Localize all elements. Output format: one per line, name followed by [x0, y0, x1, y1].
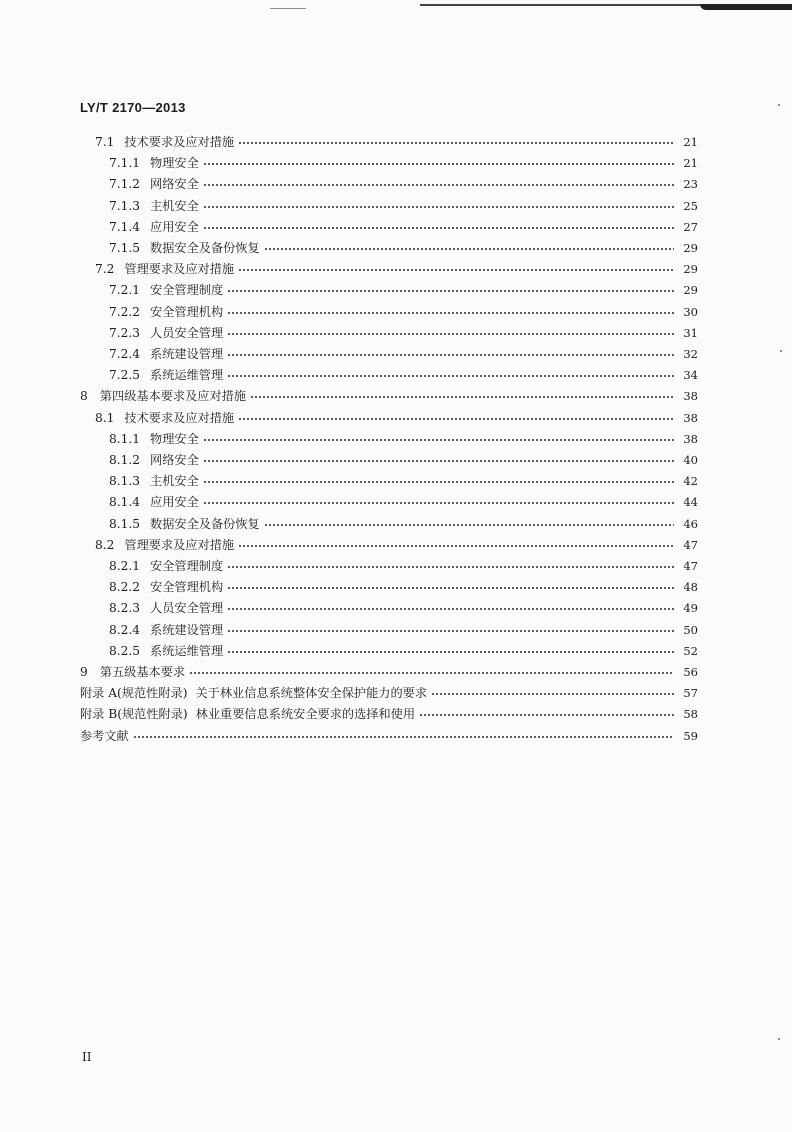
- toc-entry[interactable]: [80, 660, 698, 680]
- toc-dot-leader: [203, 458, 674, 464]
- toc-entry-page: 25: [683, 198, 698, 213]
- toc-entry-title: 应用安全: [150, 495, 199, 510]
- toc-entry-title: 技术要求及应对措施: [124, 410, 235, 425]
- page-number: II: [82, 1050, 92, 1064]
- standard-code: LY/T 2170—2013: [80, 100, 186, 115]
- toc-entry[interactable]: [95, 257, 698, 277]
- toc-dot-leader: [431, 691, 674, 697]
- toc-entry-number: 8.2.4: [109, 622, 141, 637]
- toc-entry-number: 8.2.3: [109, 601, 141, 616]
- toc-entry-page: 57: [683, 686, 698, 701]
- toc-entry-title: 林业重要信息系统安全要求的选择和使用: [195, 707, 416, 722]
- toc-entry-number: 8.1.3: [109, 474, 141, 489]
- toc-entry[interactable]: [109, 236, 698, 256]
- toc-entry-title: 安全管理制度: [150, 283, 224, 298]
- toc-dot-leader: [238, 267, 674, 273]
- toc-entry-page: 21: [683, 135, 698, 149]
- toc-entry[interactable]: [109, 618, 698, 638]
- toc-entry-number: 8.1.4: [109, 495, 141, 510]
- toc-entry-title: 系统建设管理: [150, 622, 224, 637]
- toc-entry-number: 9: [80, 665, 88, 679]
- toc-entry[interactable]: [109, 427, 698, 447]
- toc-entry-page: 38: [683, 389, 698, 404]
- toc-entry[interactable]: [109, 194, 698, 214]
- scan-edge: [0, 0, 792, 22]
- toc-entry[interactable]: [109, 639, 698, 659]
- toc-entry-page: 38: [683, 431, 698, 446]
- toc-entry-page: 44: [683, 495, 698, 510]
- toc-entry-title: 物理安全: [150, 431, 199, 446]
- toc-entry-page: 27: [683, 219, 698, 234]
- toc-dot-leader: [227, 288, 674, 294]
- toc-entry[interactable]: [109, 215, 698, 235]
- toc-dot-leader: [238, 543, 674, 549]
- toc-dot-leader: [203, 182, 674, 188]
- toc-entry[interactable]: [109, 490, 698, 510]
- toc-dot-leader: [203, 161, 674, 167]
- toc-entry-number: 8.2.1: [109, 559, 141, 573]
- toc-dot-leader: [203, 204, 674, 210]
- toc-entry-title: 安全管理机构: [150, 304, 224, 319]
- toc-entry-page: 21: [683, 156, 698, 171]
- toc-entry-number: 附录 B(规范性附录): [80, 707, 188, 722]
- toc-dot-leader: [189, 670, 674, 676]
- toc-entry-title: 主机安全: [150, 198, 199, 213]
- toc-dot-leader: [133, 734, 674, 740]
- toc-entry-title: 网络安全: [150, 177, 199, 192]
- toc-dot-leader: [227, 373, 674, 379]
- toc-entry-title: 主机安全: [150, 474, 199, 489]
- toc-entry-number: 7.1.2: [109, 177, 141, 192]
- toc-dot-leader: [238, 416, 674, 422]
- toc-entry-number: 附录 A(规范性附录): [80, 686, 188, 701]
- toc-dot-leader: [227, 564, 674, 570]
- toc-entry-title: 数据安全及备份恢复: [150, 241, 260, 255]
- toc-entry[interactable]: [109, 342, 698, 362]
- toc-entry-page: 34: [683, 368, 698, 383]
- toc-dot-leader: [203, 437, 674, 443]
- toc-entry-page: 32: [683, 347, 698, 361]
- toc-entry-title: 数据安全及备份恢复: [150, 516, 260, 531]
- toc-dot-leader: [227, 585, 674, 591]
- toc-entry[interactable]: [109, 575, 698, 595]
- toc-entry-title: 人员安全管理: [150, 601, 224, 616]
- toc-entry-number: 8.2: [95, 537, 115, 552]
- toc-entry-number: 7.2: [95, 262, 115, 277]
- toc-entry-title: 管理要求及应对措施: [124, 262, 235, 277]
- toc-dot-leader: [264, 522, 674, 528]
- toc-entry-number: 8.1.2: [109, 453, 141, 467]
- toc-entry-page: 52: [683, 643, 698, 658]
- toc-entry[interactable]: [109, 151, 698, 171]
- toc-dot-leader: [227, 352, 674, 358]
- toc-dot-leader: [227, 331, 674, 337]
- toc-entry-number: 7.1.4: [109, 219, 141, 234]
- toc-entry-title: 安全管理机构: [150, 580, 224, 595]
- toc-dot-leader: [264, 246, 674, 252]
- toc-entry[interactable]: [80, 702, 698, 722]
- toc-entry-page: 29: [683, 262, 698, 277]
- toc-entry-number: 7.2.3: [109, 325, 141, 340]
- toc-entry-title: 管理要求及应对措施: [124, 537, 235, 552]
- toc-entry[interactable]: [109, 469, 698, 489]
- toc-entry-title: 关于林业信息系统整体安全保护能力的要求: [195, 686, 428, 701]
- toc-entry-number: 7.2.2: [109, 304, 141, 319]
- toc-entry-title: 技术要求及应对措施: [124, 135, 235, 149]
- toc-entry-page: 48: [683, 580, 698, 595]
- toc-entry-title: 第五级基本要求: [99, 665, 186, 679]
- toc-entry-page: 49: [683, 601, 698, 616]
- toc-entry-title: 系统建设管理: [150, 347, 224, 361]
- toc-entry[interactable]: [109, 321, 698, 341]
- toc-entry[interactable]: [109, 363, 698, 383]
- toc-entry-number: 8.1: [95, 410, 115, 425]
- toc-entry[interactable]: [95, 130, 698, 150]
- toc-entry[interactable]: [80, 724, 698, 744]
- toc-entry-number: 8.2.2: [109, 580, 141, 595]
- toc-entry-page: 31: [683, 325, 698, 340]
- toc-entry-page: 56: [683, 665, 698, 679]
- toc-entry[interactable]: [109, 172, 698, 192]
- toc-entry-number: 7.2.4: [109, 347, 141, 361]
- toc-entry[interactable]: [109, 300, 698, 320]
- toc-entry-number: 7.2.1: [109, 283, 141, 298]
- toc-entry[interactable]: [95, 533, 698, 553]
- toc-entry-page: 40: [683, 453, 698, 467]
- toc-dot-leader: [227, 649, 674, 655]
- toc-entry-page: 23: [683, 177, 698, 192]
- toc-entry[interactable]: [109, 278, 698, 298]
- toc-entry-number: 8.1.5: [109, 516, 141, 531]
- toc-entry-page: 38: [683, 410, 698, 425]
- toc-dot-leader: [203, 225, 674, 231]
- toc-entry-page: 29: [683, 241, 698, 255]
- toc-entry-number: 7.1: [95, 135, 115, 149]
- toc-entry[interactable]: [95, 406, 698, 426]
- toc-entry-title: 应用安全: [150, 219, 199, 234]
- toc-entry[interactable]: [80, 681, 698, 701]
- toc-entry-page: 47: [683, 559, 698, 573]
- toc-entry-number: 7.1.1: [109, 156, 141, 171]
- toc-entry-title: 人员安全管理: [150, 325, 224, 340]
- toc-dot-leader: [203, 500, 674, 506]
- toc-dot-leader: [227, 628, 674, 634]
- toc-entry-number: 7.1.5: [109, 241, 141, 255]
- toc-entry-title: 系统运维管理: [150, 643, 224, 658]
- toc-entry-page: 42: [683, 474, 698, 489]
- toc-entry-title: 物理安全: [150, 156, 199, 171]
- toc-dot-leader: [250, 394, 674, 400]
- toc-entry-page: 58: [683, 707, 698, 722]
- toc-entry-title: 系统运维管理: [150, 368, 224, 383]
- toc-entry-page: 46: [683, 516, 698, 531]
- toc-entry-number: 8.2.5: [109, 643, 141, 658]
- toc-entry[interactable]: [109, 448, 698, 468]
- toc-entry-number: 7.1.3: [109, 198, 141, 213]
- toc-entry-page: 47: [683, 537, 698, 552]
- toc-dot-leader: [227, 606, 674, 612]
- toc-dot-leader: [238, 140, 674, 146]
- toc-dot-leader: [203, 479, 674, 485]
- toc-entry[interactable]: [109, 512, 698, 532]
- toc-entry-title: 第四级基本要求及应对措施: [99, 389, 247, 404]
- toc-entry-page: 30: [683, 304, 698, 319]
- toc-dot-leader: [419, 712, 674, 718]
- toc-entry-page: 29: [683, 283, 698, 298]
- toc-entry-title: 网络安全: [150, 453, 199, 467]
- toc-entry-number: 参考文献: [80, 728, 129, 743]
- toc-entry-number: 8: [80, 389, 88, 404]
- toc-entry[interactable]: [109, 554, 698, 574]
- toc-entry-page: 59: [683, 728, 698, 743]
- toc-entry-title: 安全管理制度: [150, 559, 224, 573]
- toc-dot-leader: [227, 310, 674, 316]
- toc-entry-number: 7.2.5: [109, 368, 141, 383]
- toc-entry[interactable]: [109, 596, 698, 616]
- toc-entry-number: 8.1.1: [109, 431, 141, 446]
- toc-entry-page: 50: [683, 622, 698, 637]
- toc-entry[interactable]: [80, 384, 698, 404]
